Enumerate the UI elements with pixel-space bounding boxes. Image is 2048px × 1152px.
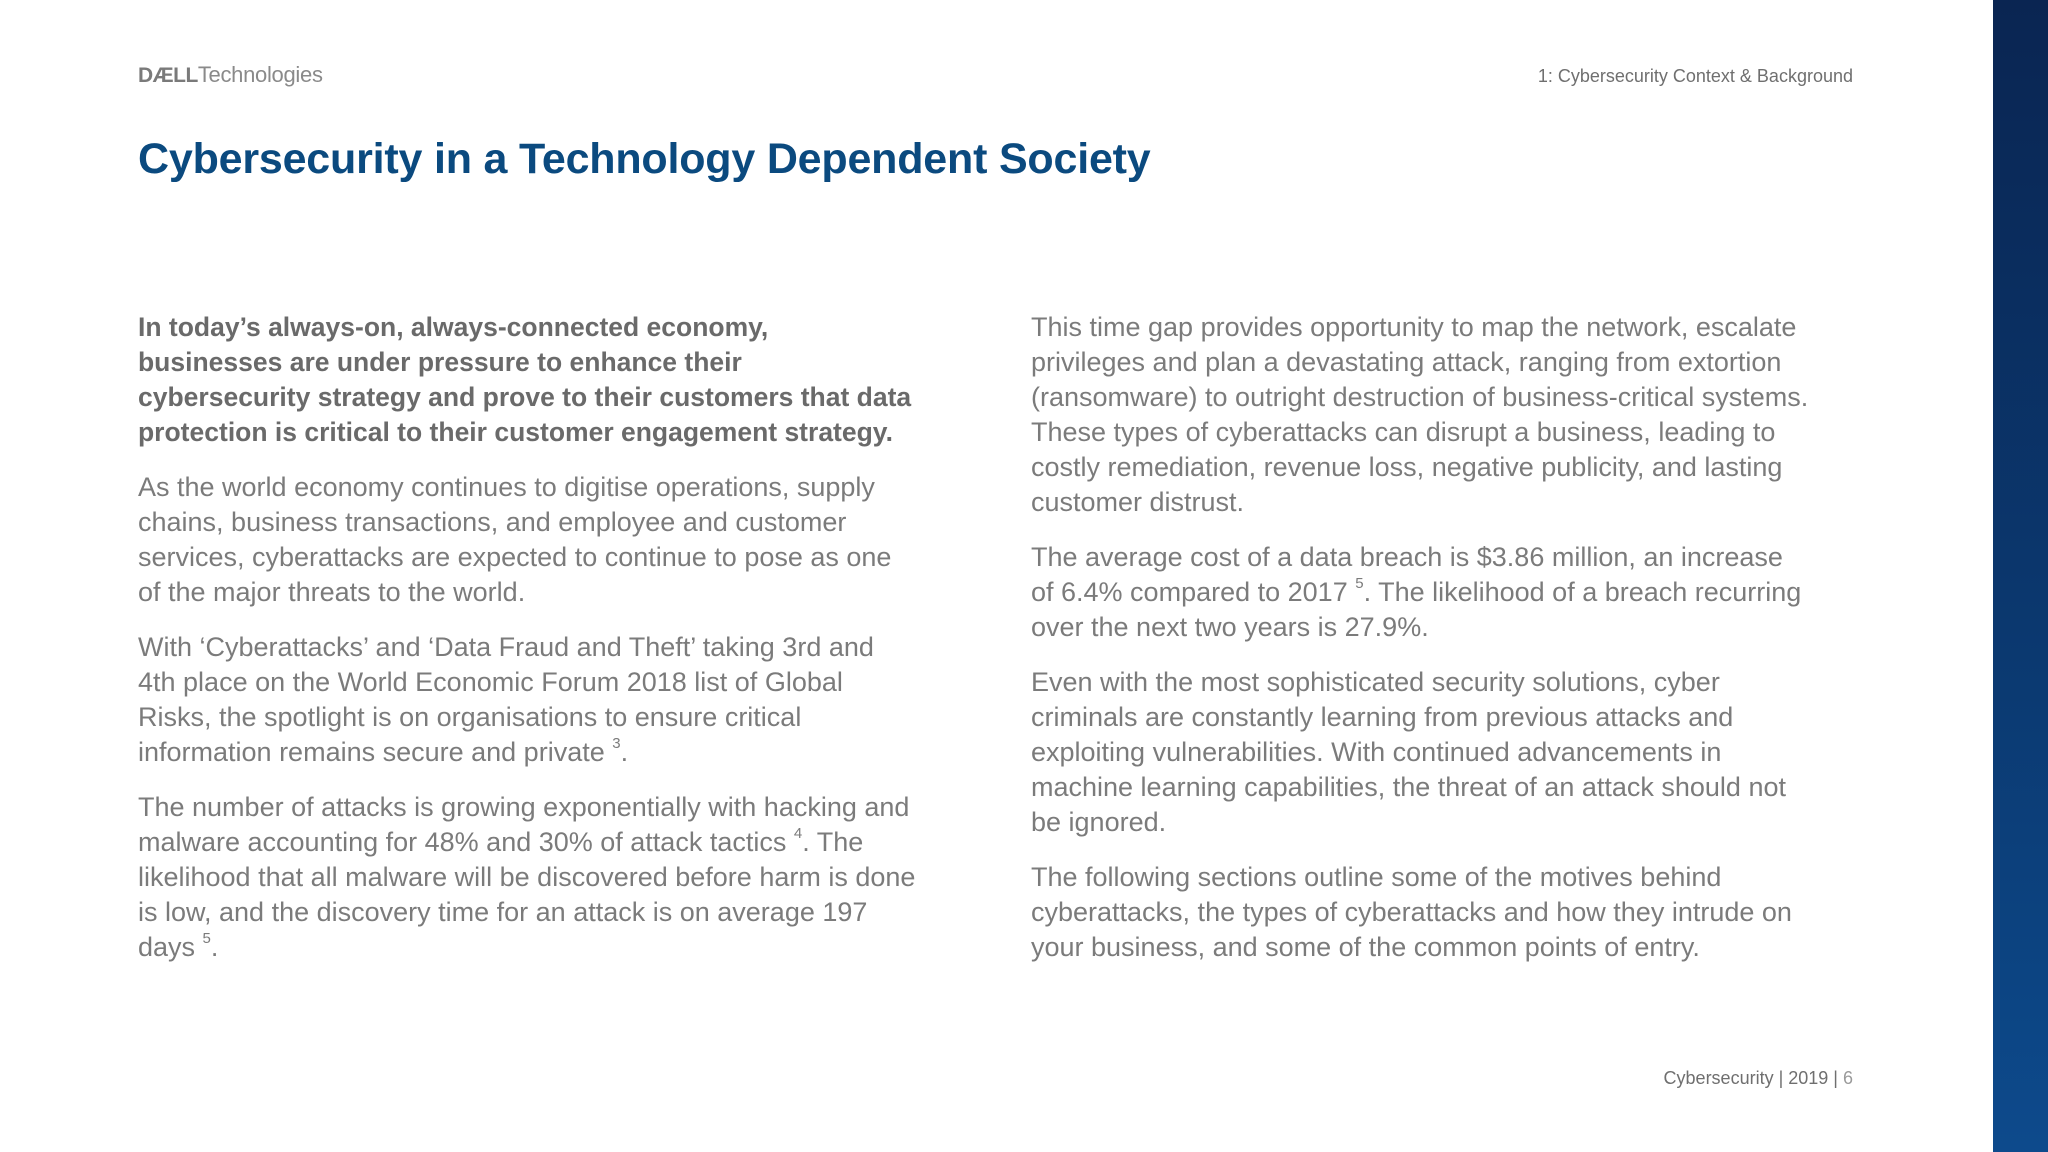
- right-column: [1031, 310, 1811, 985]
- paragraph-text: The average cost of a data breach is $3.86 million, an increase of 6.4% compared to 2017: [1031, 542, 1783, 607]
- paragraph: This time gap provides opportunity to map the network, escalate privileges and plan a devastating attack, ranging from extortion (ransomware) to outright destruction of business-critical systems. These types of cyberattacks can disrupt a business, leading to costly remediation, revenue loss, negative publicity, and lasting customer distrust.: [1031, 312, 1809, 517]
- footer-label: Cybersecurity | 2019 |: [1663, 1068, 1843, 1088]
- paragraph-text: . The likelihood of a breach recurring over the next two years is 27.9%.: [1031, 577, 1802, 642]
- footnote-ref: 3: [612, 735, 621, 752]
- footnote-ref: 5: [1355, 575, 1364, 592]
- paragraph-text: The number of attacks is growing exponentially with hacking and malware accounting for 48% and 30% of attack tactics: [138, 792, 910, 857]
- paragraph: With ‘Cyberattacks’ and ‘Data Fraud and Theft’ taking 3rd and 4th place on the World Economic Forum 2018 list of Global Risks, the spotlight is on organisations to ensure critical information remains secure and private $^3$.: [138, 632, 874, 767]
- footnote-ref: 5: [202, 930, 211, 947]
- paragraph: As the world economy continues to digitise operations, supply chains, business transactions, and employee and customer services, cyberattacks are expected to continue to pose as one of the major threats to the world.: [138, 472, 892, 607]
- paragraph-text: . The likelihood that all malware will be discovered before harm is done is low, and the discovery time for an attack is on average 197 days: [138, 827, 916, 962]
- section-label: 1: Cybersecurity Context & Background: [1537, 66, 1853, 86]
- logo-dell-wordmark: DÆLL: [138, 64, 198, 87]
- footnote-ref: 4: [793, 825, 803, 842]
- decorative-side-bar: [1993, 0, 2048, 1152]
- paragraph: The following sections outline some of the motives behind cyberattacks, the types of cyberattacks and how they intrude on your business, and some of the common points of entry.: [1031, 862, 1792, 962]
- paragraph: [1031, 540, 1811, 645]
- dell-technologies-logo: [138, 62, 323, 88]
- paragraph: The number of attacks is growing exponentially with hacking and malware accounting for 48% and 30% of attack tactics $^4$. The likelihood that all malware will be discovered before harm is done is low, and the discovery time for an attack is on average 197 days $^5$.: [138, 792, 916, 962]
- paragraph: Even with the most sophisticated security solutions, cyber criminals are constantly learning from previous attacks and exploiting vulnerabilities. With continued advancements in machine learning capabilities, the threat of an attack should not be ignored.: [1031, 667, 1786, 837]
- lead-paragraph: In today’s always-on, always-connected economy, businesses are under pressure to enhance their cybersecurity strategy and prove to their customers that data protection is critical to their customer engagement strategy.: [138, 312, 912, 447]
- left-column: [138, 310, 918, 985]
- page-number: 6: [1842, 1068, 1853, 1088]
- footer: [1664, 1068, 1853, 1089]
- logo-technologies-text: Technologies: [197, 62, 323, 87]
- page-title: Cybersecurity in a Technology Dependent Society: [138, 135, 1151, 183]
- paragraph-text: With ‘Cyberattacks’ and ‘Data Fraud and Theft’ taking 3rd and 4th place on the World Economic Forum 2018 list of Global Risks, the spotlight is on organisations to ensure critical information remains secure and private: [138, 632, 874, 767]
